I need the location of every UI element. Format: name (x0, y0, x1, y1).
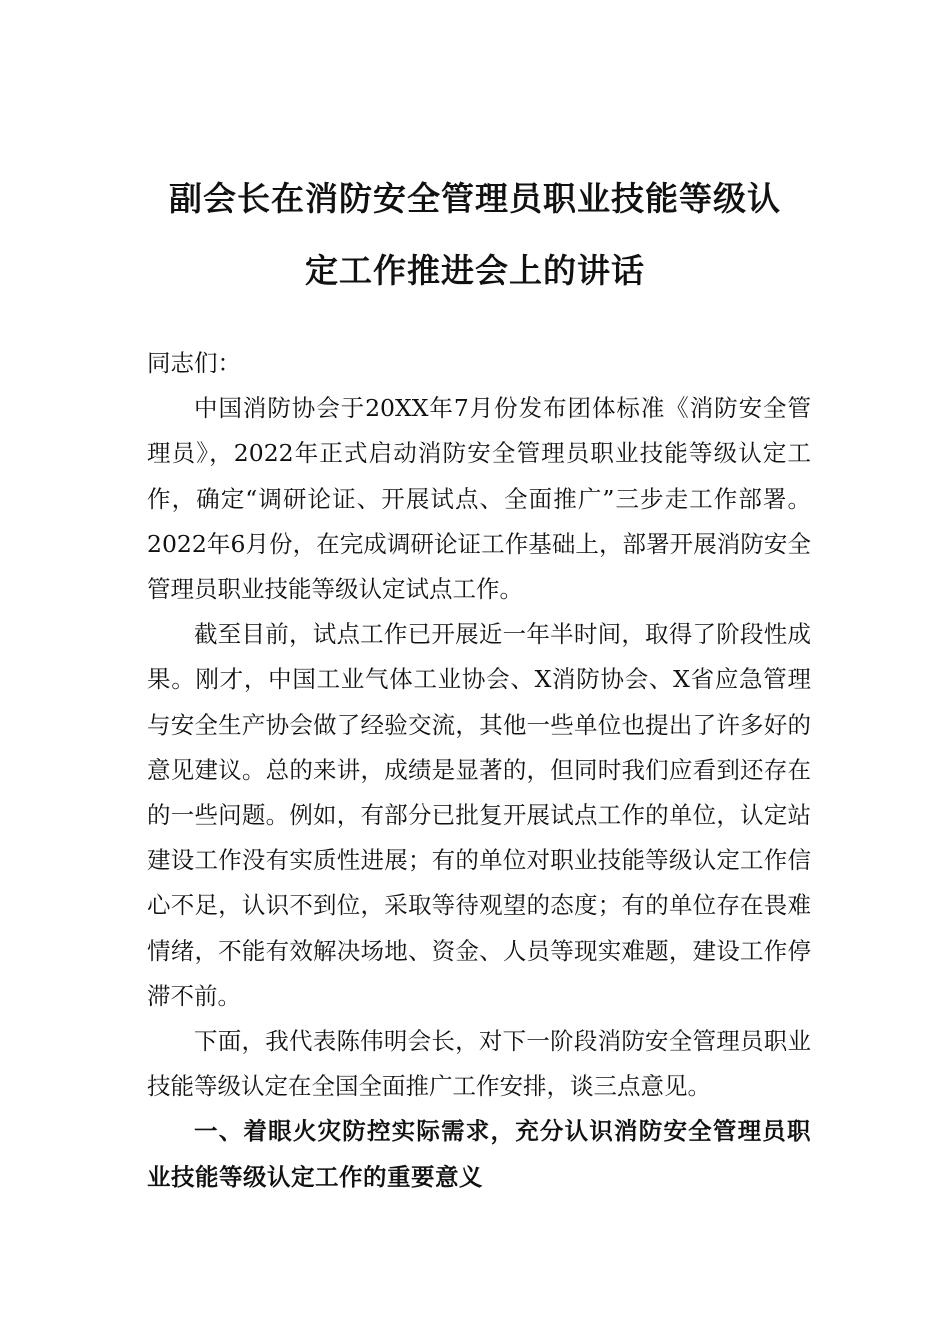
document-title-line-1: 副会长在消防安全管理员职业技能等级认 (169, 179, 781, 218)
section-heading-1: 一、着眼火灾防控实际需求，充分认识消防安全管理员职业技能等级认定工作的重要意义 (147, 1117, 811, 1191)
paragraph-1: 中国消防协会于20XX年7月份发布团体标准《消防安全管理员》，2022年正式启动消防安全管理员职业技能等级认定工作，确定“调研论证、开展试点、全面推广”三步走工作部署。2022年6月份，在完成调研论证工作基础上，部署开展消防安全管理员职业技能等级认定试点工作。 (147, 394, 811, 604)
document-title-line-2: 定工作推进会上的讲话 (305, 251, 645, 290)
salutation: 同志们： (147, 349, 241, 377)
document-body (147, 341, 811, 1200)
paragraph-3: 下面，我代表陈伟明会长，对下一阶段消防安全管理员职业技能等级认定在全国全面推广工作安排，谈三点意见。 (147, 1027, 811, 1101)
paragraph-2: 截至目前，试点工作已开展近一年半时间，取得了阶段性成果。刚才，中国工业气体工业协会、X消防协会、X省应急管理与安全生产协会做了经验交流，其他一些单位也提出了许多好的意见建议。总的来讲，成绩是显著的，但同时我们应看到还存在的一些问题。例如，有部分已批复开展试点工作的单位，认定站建设工作没有实质性进展；有的单位对职业技能等级认定工作信心不足，认识不到位，采取等待观望的态度；有的单位存在畏难情绪，不能有效解决场地、资金、人员等现实难题，建设工作停滞不前。 (147, 620, 811, 1010)
